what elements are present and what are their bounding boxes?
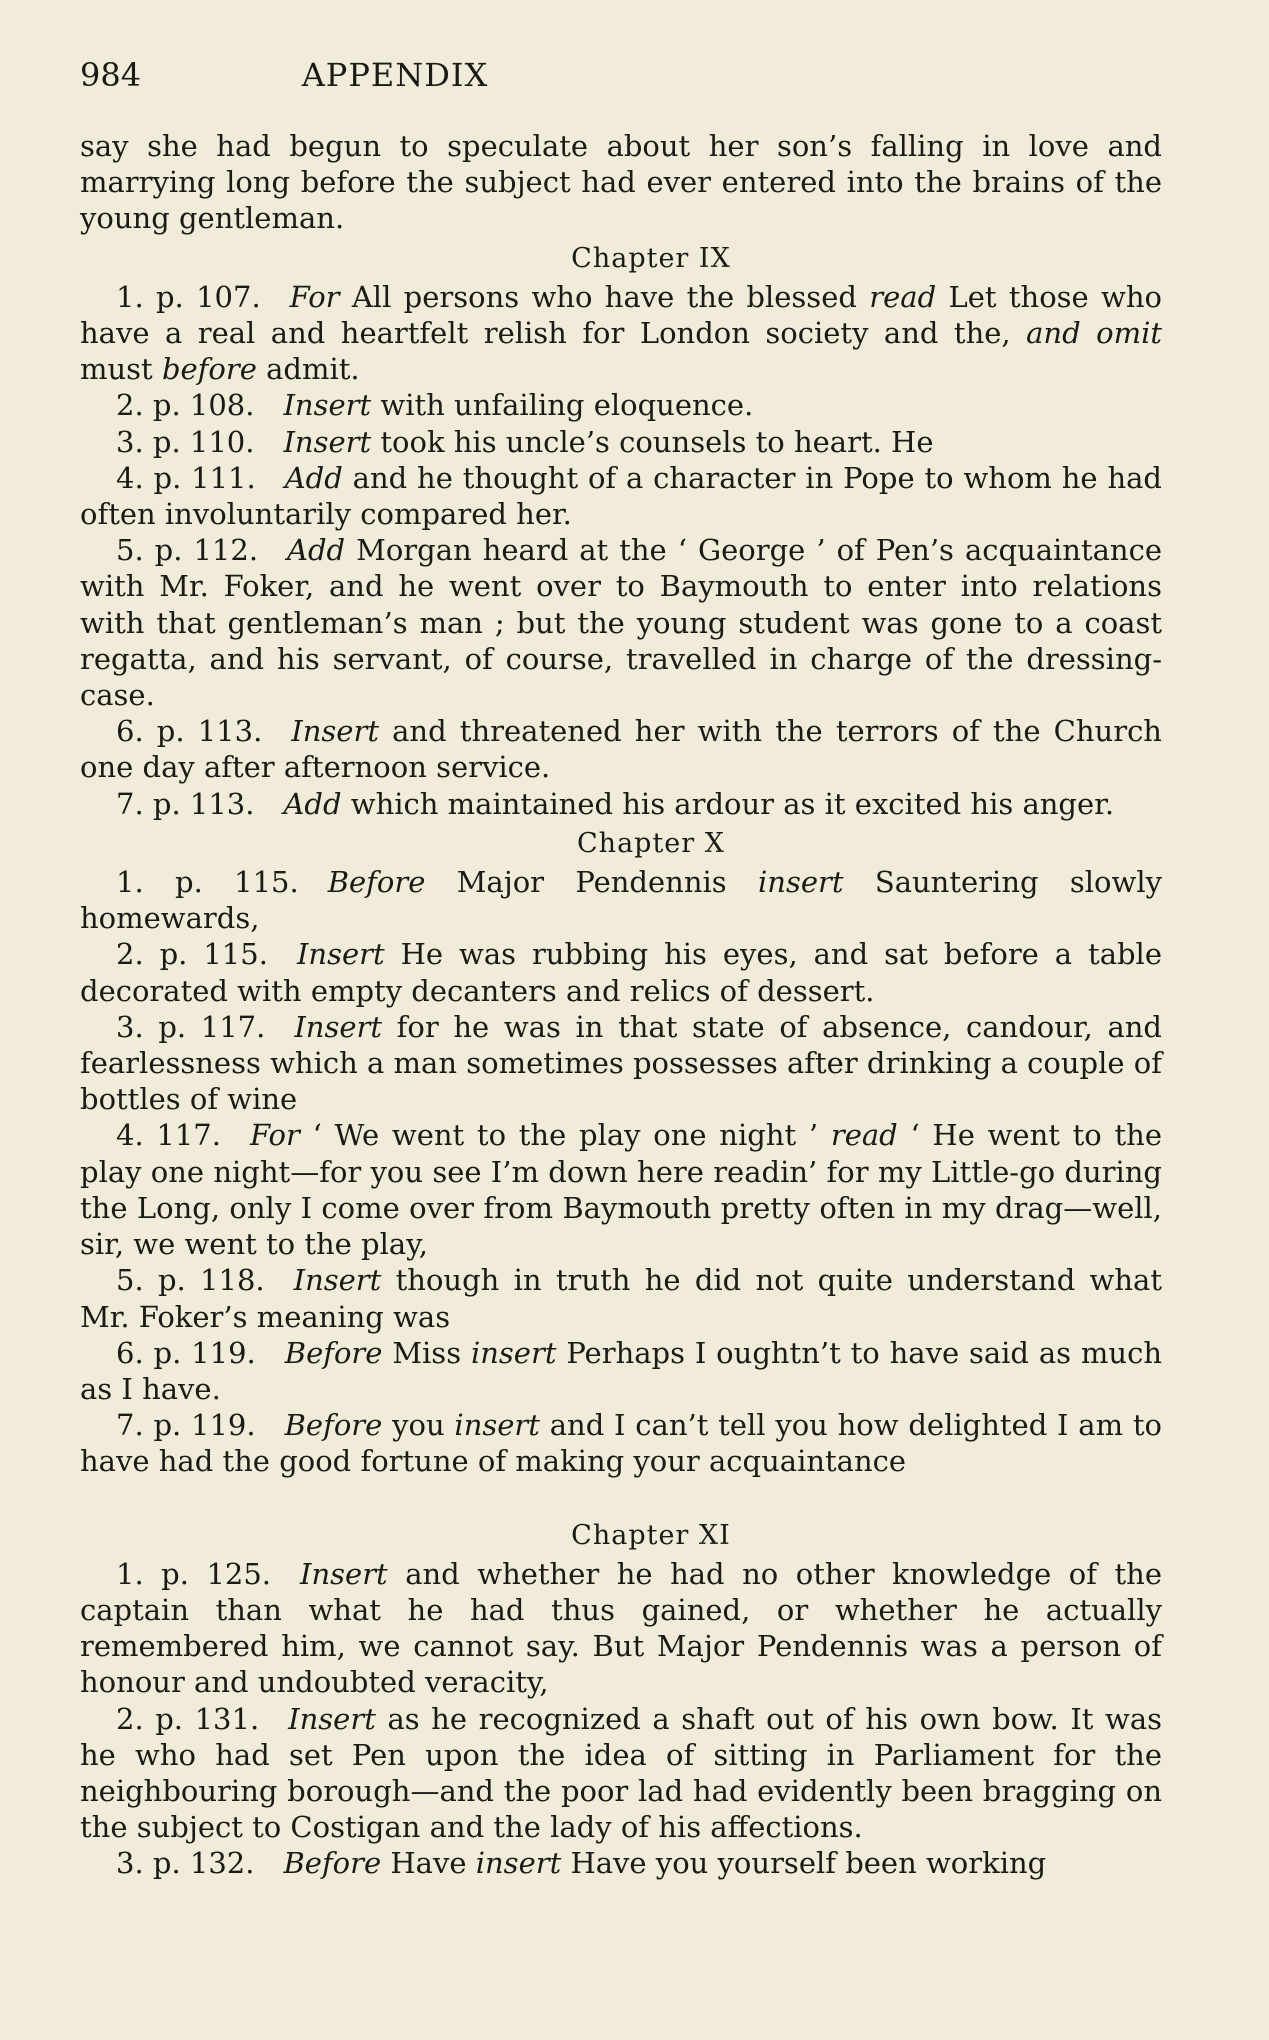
editorial-instruction: read [830, 1118, 898, 1153]
editorial-instruction: Before [283, 1846, 382, 1881]
emendation-entry: 1. p. 115. Before Major Pendennis insert Sauntering slowly homewards, [80, 865, 1162, 936]
running-head [80, 56, 1160, 96]
emendation-entry: 3. p. 132. Before Have insert Have you yourself been working [116, 1846, 1047, 1881]
entry-reference: 3. p. 117. [116, 1009, 295, 1044]
entry-reference: 2. p. 115. [116, 937, 297, 972]
emendation-entry: 3. p. 117. Insert for he was in that state of absence, candour, and fearlessness which a man sometimes possesses after drinking a couple of bottles of wine [80, 1009, 1162, 1117]
entry-reference: 6. p. 119. [116, 1335, 285, 1370]
entry-reference: 5. p. 118. [116, 1263, 294, 1298]
appendix-text [80, 128, 1162, 1882]
entry-reference: 1. p. 125. [116, 1556, 301, 1591]
editorial-instruction: Before [284, 1335, 383, 1370]
emendation-entry: 3. p. 110. Insert took his uncle’s counsels to heart. He [116, 424, 934, 459]
editorial-instruction: before [161, 352, 257, 387]
chapter-heading: Chapter X [577, 827, 725, 859]
editorial-instruction: For [289, 279, 340, 314]
intro-paragraph: say she had begun to speculate about her son’s falling in love and marrying long before the subject had ever entered into the brains of the young gentleman. [80, 129, 1162, 236]
editorial-instruction: Add [284, 460, 343, 495]
chapter-heading: Chapter XI [571, 1519, 731, 1551]
editorial-instruction: insert [475, 1846, 562, 1881]
editorial-instruction: Insert [291, 714, 379, 749]
editorial-instruction: insert [470, 1335, 557, 1370]
emendation-entry: 5. p. 112. Add Morgan heard at the ‘ George ’ of Pen’s acquaintance with Mr. Foker, and he went over to Baymouth to enter into relations with that gentleman’s man ; but the young student was gone to a coast regatta, and his servant, of course, travelled in charge of the dressing-case. [80, 533, 1162, 713]
editorial-instruction: Before [284, 1408, 383, 1443]
entry-reference: 5. p. 112. [116, 533, 288, 568]
entry-reference: 3. p. 110. [116, 424, 284, 459]
entry-reference: 3. p. 132. [116, 1846, 284, 1881]
editorial-instruction: Before [327, 865, 426, 900]
entry-reference: 1. p. 107. [116, 279, 290, 314]
emendation-entry: 1. p. 125. Insert and whether he had no other knowledge of the captain than what he had thus gained, or whether he actually remembered him, we cannot say. But Major Pendennis was a person of honour and undoubted veracity, [80, 1556, 1162, 1700]
emendation-entry: 4. p. 111. Add and he thought of a character in Pope to whom he had often involuntarily compared her. [80, 460, 1162, 532]
editorial-instruction: Insert [283, 424, 372, 459]
editorial-instruction: For [249, 1118, 300, 1153]
editorial-instruction: read [869, 279, 937, 314]
entry-reference: 6. p. 113. [116, 714, 292, 749]
entry-reference: 4. 117. [116, 1118, 250, 1153]
editorial-instruction: insert [758, 865, 844, 900]
emendation-entry: 2. p. 115. Insert He was rubbing his eyes, and sat before a table decorated with empty decanters and relics of dessert. [80, 937, 1162, 1008]
entry-reference: 1. p. 115. [116, 865, 328, 900]
emendation-entry: 6. p. 119. Before Miss insert Perhaps I oughtn’t to have said as much as I have. [80, 1335, 1163, 1406]
editorial-instruction: Insert [296, 937, 385, 972]
emendation-entry: 5. p. 118. Insert though in truth he did not quite understand what Mr. Foker’s meaning was [80, 1263, 1162, 1334]
editorial-instruction: Insert [300, 1556, 388, 1591]
editorial-instruction: Insert [293, 1263, 382, 1298]
entry-reference: 4. p. 111. [116, 460, 285, 495]
page-number: 984 [80, 56, 142, 94]
editorial-instruction: insert [454, 1408, 540, 1443]
editorial-instruction: Insert [283, 388, 372, 423]
editorial-instruction: Add [283, 786, 342, 821]
entry-reference: 2. p. 108. [116, 388, 284, 423]
emendation-entry: 2. p. 108. Insert with unfailing eloquence. [116, 388, 754, 423]
editorial-instruction: Insert [294, 1009, 383, 1044]
entry-reference: 7. p. 119. [116, 1408, 285, 1443]
entry-reference: 7. p. 113. [116, 786, 284, 821]
editorial-instruction: Insert [288, 1701, 376, 1736]
emendation-entry: 7. p. 113. Add which maintained his ardour as it excited his anger. [116, 786, 1115, 821]
emendation-entry: 6. p. 113. Insert and threatened her with the terrors of the Church one day after afternoon service. [80, 714, 1162, 785]
emendation-entry: 2. p. 131. Insert as he recognized a shaft out of his own bow. It was he who had set Pen upon the idea of sitting in Parliament for the neighbouring borough—and the poor lad had evidently been bragging on the subject to Costigan and the lady of his affections. [80, 1701, 1162, 1845]
emendation-entry: 4. 117. For ‘ We went to the play one night ’ read ‘ He went to the play one night—for you see I’m down here readin’ for my Little-go during the Long, only I come over from Baymouth pretty often in my drag—well, sir, we went to the play, [80, 1118, 1162, 1262]
chapter-heading: Chapter IX [571, 242, 731, 274]
emendation-entry: 7. p. 119. Before you insert and I can’t tell you how delighted I am to have had the good fortune of making your acquaintance [80, 1408, 1162, 1479]
editorial-instruction: and omit [1026, 316, 1162, 351]
editorial-instruction: Add [287, 533, 346, 568]
entry-reference: 2. p. 131. [116, 1701, 289, 1736]
page-title: APPENDIX [301, 56, 489, 94]
emendation-entry: 1. p. 107. For All persons who have the blessed read Let those who have a real and heartfelt relish for London society and the, and omit must before admit. [80, 279, 1162, 387]
